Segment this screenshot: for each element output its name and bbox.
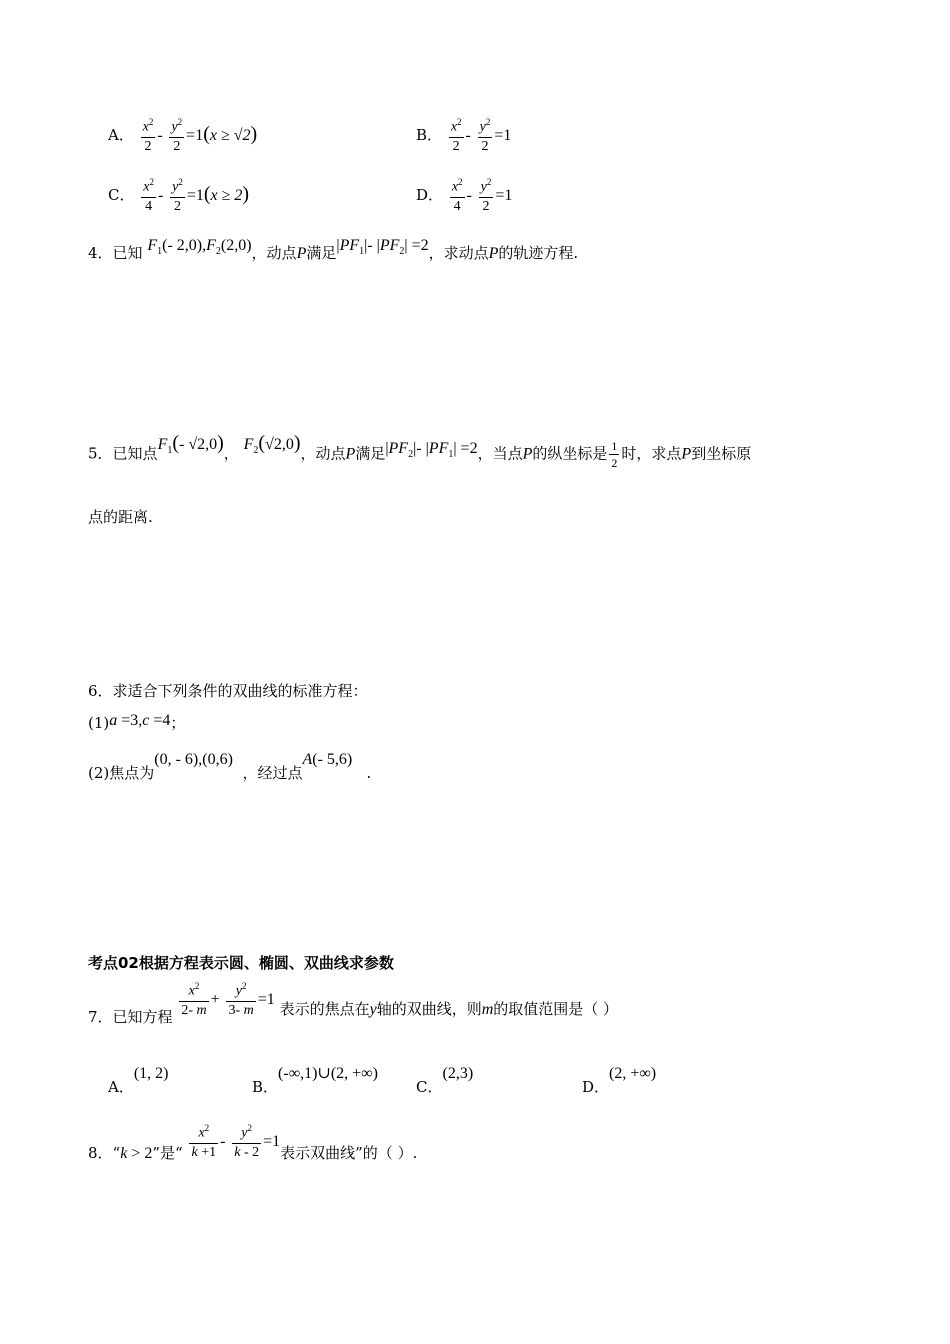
q5-f1: $F_1(-$ √2,0): [157, 431, 224, 456]
question-6-part1: (1)a =3,c =4；: [88, 712, 186, 732]
question-6-title: 6．求适合下列条件的双曲线的标准方程：: [88, 682, 368, 700]
q4-foci: $F_1(-$ $2,0),F_2(2,0)$: [147, 237, 252, 258]
question-8: 8．“k > 2”是“ $\frac{x^2}{k +1}$ - $\frac{y^2}{k - 2}$ =1表示双曲线”的（ ）.: [88, 1123, 418, 1162]
q7-option-d: D．(2, +∞): [582, 1065, 657, 1096]
q5-f2: $F_2(√2,0)$: [243, 431, 301, 456]
q3-option-d: D． $\frac{x^2}{4}$ - $\frac{y^2}{2}$ =1: [416, 177, 513, 214]
q3-option-a: A． $\frac{x^2}{2}$ - $\frac{y^2}{2}$ =1(x ≥ √2): [108, 117, 258, 154]
section-heading: 考点02根据方程表示圆、椭圆、双曲线求参数: [88, 954, 394, 972]
q3-option-b: B． $\frac{x^2}{2}$ - $\frac{y^2}{2}$ =1: [416, 117, 512, 154]
question-6-part2: (2)焦点为(0, - 6),(0,6) ，经过点A(- 5,6) .: [88, 751, 372, 782]
q4-condition: $|PF_1|-$ $|PF_2| =2$: [336, 237, 429, 258]
question-7: 7．已知方程 $\frac{x^2}{2- m}$ + $\frac{y^2}{3- m}$ =1 表示的焦点在y轴的双曲线，则m的取值范围是（ ）: [88, 981, 619, 1026]
q5-condition: $|PF_2|-$ $|PF_1| =2$: [385, 439, 478, 460]
q5-half: $\frac{1}{2}$: [611, 439, 618, 470]
q7-option-b: B．(-∞,1)∪(2, +∞): [252, 1065, 378, 1096]
question-5-line1: 5．已知点$F_1(-$ √2,0)， $F_2(√2,0)$，动点P满足$|PF_2|-$ $|PF_1| =2$，当点P的纵坐标是 $\frac{1}{2}$ 时，求点P到坐标原: [88, 431, 752, 470]
question-4: 4．已知 $F_1(-$ $2,0),F_2(2,0)$，动点P满足$|PF_1|-$ $|PF_2| =2$，求动点P的轨迹方程.: [88, 237, 579, 262]
question-5-line2: 点的距离.: [88, 508, 153, 526]
q7-option-c: C．(2,3): [416, 1065, 474, 1096]
q7-option-a: A．(1, 2): [108, 1065, 169, 1096]
q3-option-c: C． $\frac{x^2}{4}$ - $\frac{y^2}{2}$ =1(x ≥ 2): [108, 177, 250, 214]
